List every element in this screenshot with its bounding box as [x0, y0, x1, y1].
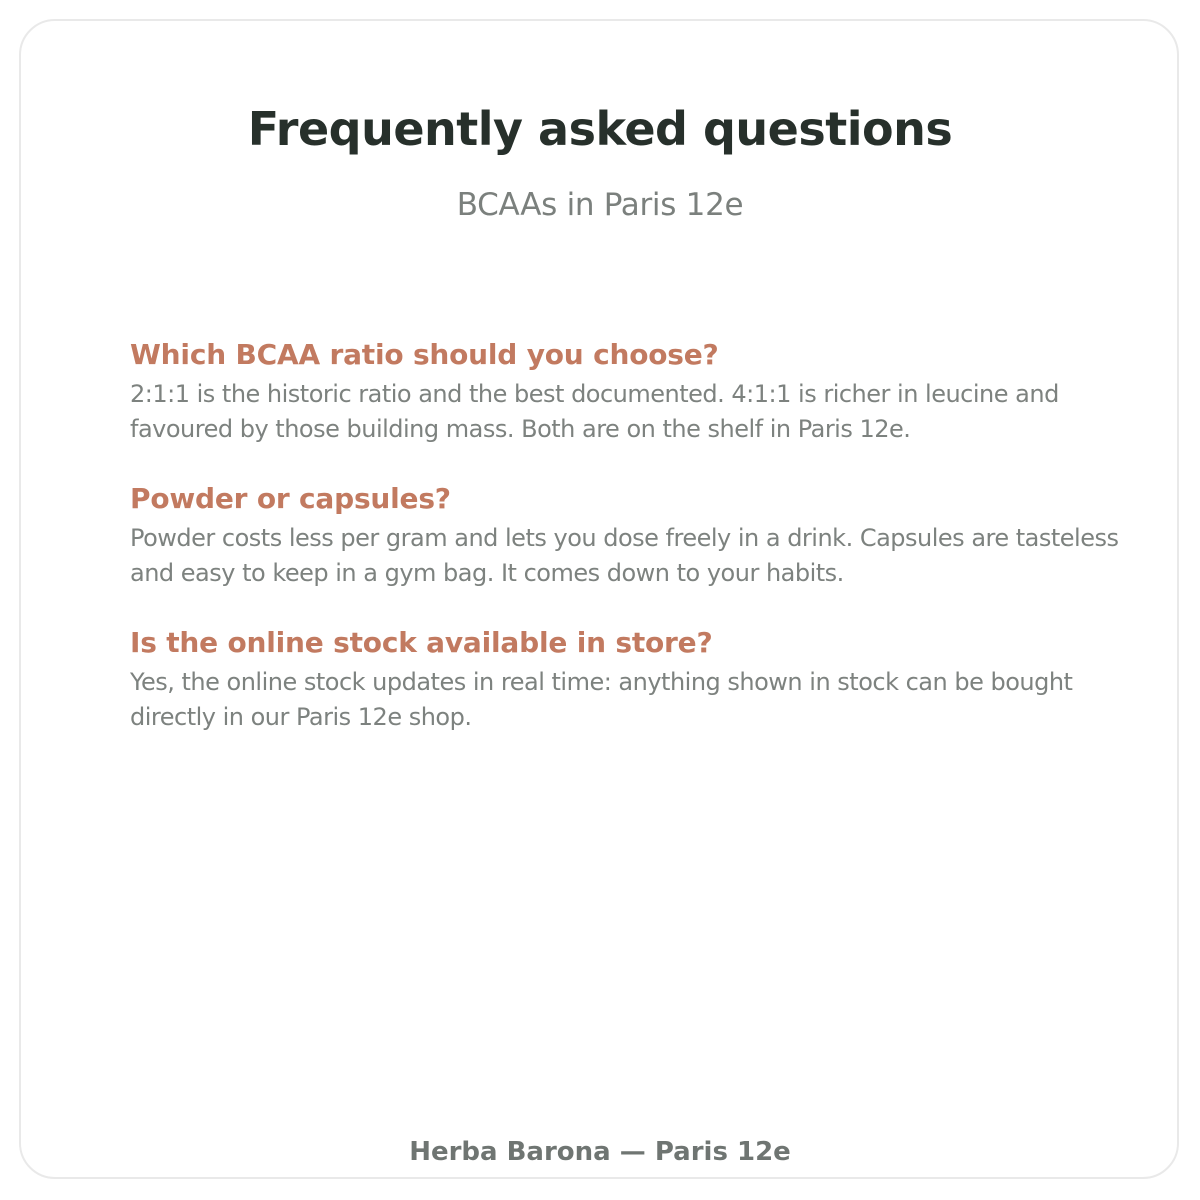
faq-answer: 2:1:1 is the historic ratio and the best documented. 4:1:1 is richer in leucine and favoured by those building mass. Both are on the shelf in Paris 12e. [130, 380, 1059, 443]
footer-store-name: Herba Barona — Paris 12e [409, 1137, 791, 1167]
faq-answer: Powder costs less per gram and lets you dose freely in a drink. Capsules are tasteless and easy to keep in a gym bag. It comes down to your habits. [130, 524, 1119, 587]
page-subtitle: BCAAs in Paris 12e [456, 187, 744, 223]
faq-answer: Yes, the online stock updates in real time: anything shown in stock can be bought directly in our Paris 12e shop. [130, 668, 1073, 731]
faq-question: Which BCAA ratio should you choose? [130, 338, 719, 371]
faq-item [130, 336, 1130, 447]
faq-question: Is the online stock available in store? [130, 626, 713, 659]
page-title: Frequently asked questions [247, 102, 953, 156]
faq-question: Powder or capsules? [130, 482, 451, 515]
faq-item [130, 624, 1130, 735]
faq-list [130, 336, 1130, 768]
faq-item [130, 480, 1130, 591]
